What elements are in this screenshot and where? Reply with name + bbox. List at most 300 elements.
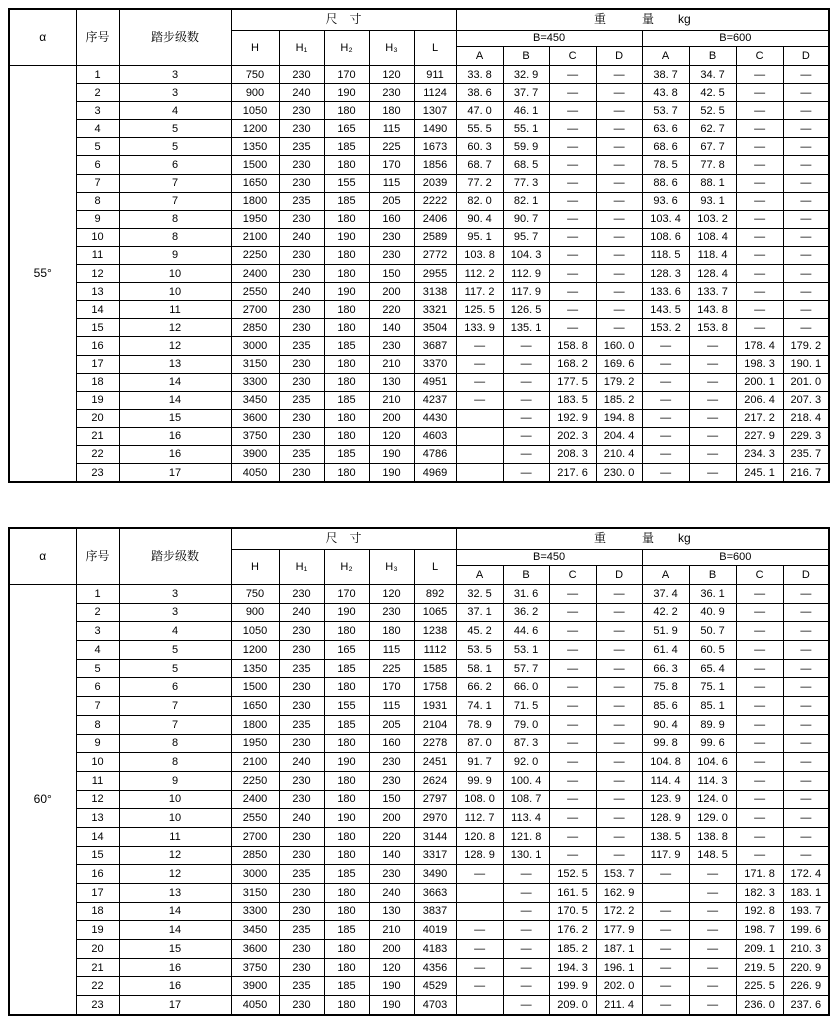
table-row bbox=[9, 156, 829, 174]
cell-b-450: 71. 5 bbox=[503, 697, 549, 716]
cell-index: 2 bbox=[76, 603, 119, 622]
cell-a-450: — bbox=[456, 373, 503, 391]
spec-table-alpha-60 bbox=[8, 527, 830, 1016]
cell-c-450: 161. 5 bbox=[549, 884, 596, 903]
cell-c-450: — bbox=[549, 319, 596, 337]
cell-b-450: 126. 5 bbox=[503, 301, 549, 319]
cell-h2: 185 bbox=[324, 391, 369, 409]
cell-c-600: 225. 5 bbox=[736, 977, 783, 996]
cell-b-450: 113. 4 bbox=[503, 809, 549, 828]
cell-d-450: 169. 6 bbox=[596, 355, 642, 373]
cell-l: 4183 bbox=[414, 940, 456, 959]
cell-a-600: 66. 3 bbox=[642, 659, 689, 678]
cell-h: 2700 bbox=[231, 301, 279, 319]
table-row bbox=[9, 265, 829, 283]
cell-index: 17 bbox=[76, 884, 119, 903]
cell-steps: 10 bbox=[119, 809, 231, 828]
cell-h3: 230 bbox=[369, 337, 414, 355]
table-row bbox=[9, 827, 829, 846]
cell-a-600: — bbox=[642, 977, 689, 996]
cell-h1: 230 bbox=[279, 355, 324, 373]
cell-steps: 5 bbox=[119, 659, 231, 678]
cell-a-450: — bbox=[456, 977, 503, 996]
cell-h: 1800 bbox=[231, 192, 279, 210]
cell-h2: 170 bbox=[324, 585, 369, 604]
cell-d-600: — bbox=[783, 846, 829, 865]
cell-a-450: 82. 0 bbox=[456, 192, 503, 210]
cell-c-600: 171. 8 bbox=[736, 865, 783, 884]
cell-h3: 230 bbox=[369, 246, 414, 264]
cell-a-450: — bbox=[456, 865, 503, 884]
cell-h2: 185 bbox=[324, 337, 369, 355]
header-col-l: L bbox=[414, 550, 456, 585]
cell-h: 2250 bbox=[231, 771, 279, 790]
cell-h3: 190 bbox=[369, 445, 414, 463]
cell-b-600: — bbox=[689, 409, 736, 427]
cell-c-450: — bbox=[549, 622, 596, 641]
cell-b-450: — bbox=[503, 902, 549, 921]
cell-h: 750 bbox=[231, 66, 279, 84]
cell-steps: 10 bbox=[119, 790, 231, 809]
cell-index: 4 bbox=[76, 120, 119, 138]
cell-b-450: — bbox=[503, 373, 549, 391]
cell-h3: 170 bbox=[369, 678, 414, 697]
cell-a-600: — bbox=[642, 355, 689, 373]
cell-d-600: 216. 7 bbox=[783, 464, 829, 483]
table-row bbox=[9, 246, 829, 264]
table-row bbox=[9, 427, 829, 445]
header-steps: 踏步级数 bbox=[119, 528, 231, 585]
cell-a-600: 68. 6 bbox=[642, 138, 689, 156]
cell-c-450: — bbox=[549, 84, 596, 102]
cell-h: 4050 bbox=[231, 996, 279, 1015]
cell-steps: 6 bbox=[119, 678, 231, 697]
cell-h3: 160 bbox=[369, 734, 414, 753]
cell-a-450: 58. 1 bbox=[456, 659, 503, 678]
cell-a-600: 128. 9 bbox=[642, 809, 689, 828]
table-row bbox=[9, 337, 829, 355]
cell-d-450: — bbox=[596, 265, 642, 283]
cell-l: 4237 bbox=[414, 391, 456, 409]
cell-c-600: 227. 9 bbox=[736, 427, 783, 445]
cell-b-450: 31. 6 bbox=[503, 585, 549, 604]
spec-table-alpha-55 bbox=[8, 8, 830, 483]
cell-c-450: — bbox=[549, 846, 596, 865]
cell-index: 13 bbox=[76, 283, 119, 301]
cell-c-600: — bbox=[736, 138, 783, 156]
cell-a-450 bbox=[456, 409, 503, 427]
cell-h2: 180 bbox=[324, 958, 369, 977]
cell-a-450: 103. 8 bbox=[456, 246, 503, 264]
header-col-h: H bbox=[231, 550, 279, 585]
cell-d-450: — bbox=[596, 319, 642, 337]
cell-c-600: — bbox=[736, 84, 783, 102]
cell-a-600: 38. 7 bbox=[642, 66, 689, 84]
header-b600: B=600 bbox=[642, 31, 829, 47]
cell-l: 4603 bbox=[414, 427, 456, 445]
cell-c-450: — bbox=[549, 697, 596, 716]
cell-index: 16 bbox=[76, 337, 119, 355]
cell-h3: 230 bbox=[369, 228, 414, 246]
cell-b-600: — bbox=[689, 865, 736, 884]
cell-h1: 240 bbox=[279, 603, 324, 622]
cell-b-450: 108. 7 bbox=[503, 790, 549, 809]
cell-c-600: — bbox=[736, 809, 783, 828]
cell-h: 3000 bbox=[231, 865, 279, 884]
cell-h2: 185 bbox=[324, 138, 369, 156]
cell-c-600: 182. 3 bbox=[736, 884, 783, 903]
cell-d-450: 179. 2 bbox=[596, 373, 642, 391]
cell-c-450: — bbox=[549, 753, 596, 772]
cell-h: 2400 bbox=[231, 790, 279, 809]
cell-c-600: — bbox=[736, 156, 783, 174]
cell-h2: 180 bbox=[324, 102, 369, 120]
cell-steps: 4 bbox=[119, 102, 231, 120]
cell-c-450: — bbox=[549, 790, 596, 809]
cell-h3: 170 bbox=[369, 156, 414, 174]
cell-a-600: 108. 6 bbox=[642, 228, 689, 246]
table-row bbox=[9, 771, 829, 790]
cell-index: 12 bbox=[76, 790, 119, 809]
cell-a-600: 93. 6 bbox=[642, 192, 689, 210]
cell-b-600: — bbox=[689, 921, 736, 940]
cell-b-600: 133. 7 bbox=[689, 283, 736, 301]
cell-a-600: — bbox=[642, 427, 689, 445]
cell-a-600: 128. 3 bbox=[642, 265, 689, 283]
cell-b-600: 138. 8 bbox=[689, 827, 736, 846]
cell-c-600: 206. 4 bbox=[736, 391, 783, 409]
cell-l: 1307 bbox=[414, 102, 456, 120]
cell-steps: 3 bbox=[119, 66, 231, 84]
cell-l: 2772 bbox=[414, 246, 456, 264]
cell-h: 1500 bbox=[231, 678, 279, 697]
cell-h2: 180 bbox=[324, 464, 369, 483]
cell-d-600: — bbox=[783, 809, 829, 828]
cell-index: 16 bbox=[76, 865, 119, 884]
header-col-b-600: B bbox=[689, 47, 736, 66]
cell-a-600: 123. 9 bbox=[642, 790, 689, 809]
cell-d-450: — bbox=[596, 283, 642, 301]
cell-a-450 bbox=[456, 445, 503, 463]
cell-a-600: — bbox=[642, 409, 689, 427]
cell-d-450: — bbox=[596, 678, 642, 697]
cell-l: 1124 bbox=[414, 84, 456, 102]
cell-d-600: — bbox=[783, 659, 829, 678]
cell-a-450: 78. 9 bbox=[456, 715, 503, 734]
cell-h1: 230 bbox=[279, 827, 324, 846]
cell-d-450: — bbox=[596, 827, 642, 846]
cell-b-600: 114. 3 bbox=[689, 771, 736, 790]
cell-a-600: 99. 8 bbox=[642, 734, 689, 753]
cell-c-600: — bbox=[736, 283, 783, 301]
cell-h: 900 bbox=[231, 84, 279, 102]
cell-steps: 17 bbox=[119, 996, 231, 1015]
cell-c-450: — bbox=[549, 102, 596, 120]
cell-d-450: 202. 0 bbox=[596, 977, 642, 996]
cell-h: 2100 bbox=[231, 753, 279, 772]
cell-a-450: 77. 2 bbox=[456, 174, 503, 192]
cell-l: 4786 bbox=[414, 445, 456, 463]
cell-c-450: 185. 2 bbox=[549, 940, 596, 959]
cell-h1: 235 bbox=[279, 659, 324, 678]
cell-c-600: — bbox=[736, 827, 783, 846]
cell-d-450: — bbox=[596, 771, 642, 790]
cell-a-600: 43. 8 bbox=[642, 84, 689, 102]
cell-steps: 11 bbox=[119, 301, 231, 319]
cell-d-600: — bbox=[783, 138, 829, 156]
cell-c-450: 208. 3 bbox=[549, 445, 596, 463]
cell-h: 2850 bbox=[231, 846, 279, 865]
cell-b-450: 87. 3 bbox=[503, 734, 549, 753]
header-col-c-600: C bbox=[736, 566, 783, 585]
cell-h2: 185 bbox=[324, 445, 369, 463]
cell-c-600: — bbox=[736, 697, 783, 716]
cell-h1: 235 bbox=[279, 715, 324, 734]
cell-steps: 7 bbox=[119, 715, 231, 734]
cell-a-450: 38. 6 bbox=[456, 84, 503, 102]
header-alpha: α bbox=[9, 9, 76, 66]
cell-b-450: — bbox=[503, 940, 549, 959]
cell-c-600: — bbox=[736, 622, 783, 641]
cell-l: 2451 bbox=[414, 753, 456, 772]
header-col-a-600: A bbox=[642, 566, 689, 585]
cell-c-600: — bbox=[736, 734, 783, 753]
cell-l: 2970 bbox=[414, 809, 456, 828]
cell-h3: 150 bbox=[369, 265, 414, 283]
cell-h1: 230 bbox=[279, 641, 324, 660]
cell-l: 2222 bbox=[414, 192, 456, 210]
cell-c-600: 209. 1 bbox=[736, 940, 783, 959]
cell-h2: 190 bbox=[324, 84, 369, 102]
cell-h1: 230 bbox=[279, 464, 324, 483]
cell-b-600: — bbox=[689, 373, 736, 391]
cell-b-450: 95. 7 bbox=[503, 228, 549, 246]
cell-b-450: — bbox=[503, 337, 549, 355]
cell-d-450: 210. 4 bbox=[596, 445, 642, 463]
cell-h3: 225 bbox=[369, 138, 414, 156]
cell-steps: 8 bbox=[119, 734, 231, 753]
cell-a-450: 53. 5 bbox=[456, 641, 503, 660]
cell-index: 19 bbox=[76, 391, 119, 409]
cell-a-450: 120. 8 bbox=[456, 827, 503, 846]
cell-d-600: 201. 0 bbox=[783, 373, 829, 391]
cell-h: 3000 bbox=[231, 337, 279, 355]
cell-h1: 230 bbox=[279, 678, 324, 697]
cell-l: 2955 bbox=[414, 265, 456, 283]
cell-d-600: — bbox=[783, 678, 829, 697]
cell-d-450: 185. 2 bbox=[596, 391, 642, 409]
cell-a-450: 108. 0 bbox=[456, 790, 503, 809]
cell-d-600: — bbox=[783, 771, 829, 790]
cell-steps: 5 bbox=[119, 641, 231, 660]
cell-l: 1065 bbox=[414, 603, 456, 622]
cell-b-600: 88. 1 bbox=[689, 174, 736, 192]
table-row bbox=[9, 174, 829, 192]
cell-a-450: — bbox=[456, 391, 503, 409]
table-row bbox=[9, 977, 829, 996]
cell-index: 11 bbox=[76, 771, 119, 790]
cell-h2: 180 bbox=[324, 902, 369, 921]
cell-b-450: 66. 0 bbox=[503, 678, 549, 697]
cell-a-450: 33. 8 bbox=[456, 66, 503, 84]
cell-l: 1585 bbox=[414, 659, 456, 678]
cell-c-600: — bbox=[736, 603, 783, 622]
cell-h3: 120 bbox=[369, 958, 414, 977]
cell-d-600: — bbox=[783, 603, 829, 622]
cell-d-600: — bbox=[783, 174, 829, 192]
cell-h3: 200 bbox=[369, 809, 414, 828]
cell-steps: 10 bbox=[119, 283, 231, 301]
cell-index: 7 bbox=[76, 697, 119, 716]
cell-steps: 13 bbox=[119, 884, 231, 903]
cell-b-450: 100. 4 bbox=[503, 771, 549, 790]
cell-h3: 240 bbox=[369, 884, 414, 903]
cell-h2: 190 bbox=[324, 228, 369, 246]
cell-b-600: 75. 1 bbox=[689, 678, 736, 697]
cell-c-600: — bbox=[736, 228, 783, 246]
cell-h3: 130 bbox=[369, 902, 414, 921]
cell-a-450: — bbox=[456, 958, 503, 977]
cell-index: 22 bbox=[76, 445, 119, 463]
cell-b-450: 53. 1 bbox=[503, 641, 549, 660]
cell-steps: 16 bbox=[119, 445, 231, 463]
cell-h: 1650 bbox=[231, 174, 279, 192]
cell-h1: 240 bbox=[279, 753, 324, 772]
cell-c-600: 219. 5 bbox=[736, 958, 783, 977]
cell-h1: 230 bbox=[279, 958, 324, 977]
cell-c-450: — bbox=[549, 138, 596, 156]
cell-h1: 230 bbox=[279, 174, 324, 192]
cell-b-600: — bbox=[689, 940, 736, 959]
cell-d-600: — bbox=[783, 827, 829, 846]
cell-a-600: — bbox=[642, 373, 689, 391]
cell-h: 3750 bbox=[231, 427, 279, 445]
header-col-c-600: C bbox=[736, 47, 783, 66]
cell-b-600: — bbox=[689, 337, 736, 355]
cell-b-600: — bbox=[689, 902, 736, 921]
cell-h1: 235 bbox=[279, 391, 324, 409]
header-col-h1: H₁ bbox=[279, 31, 324, 66]
cell-l: 892 bbox=[414, 585, 456, 604]
cell-a-600: — bbox=[642, 940, 689, 959]
cell-l: 2624 bbox=[414, 771, 456, 790]
cell-d-600: — bbox=[783, 102, 829, 120]
cell-d-450: — bbox=[596, 697, 642, 716]
cell-steps: 15 bbox=[119, 940, 231, 959]
cell-l: 3490 bbox=[414, 865, 456, 884]
cell-h: 1050 bbox=[231, 102, 279, 120]
header-col-b-450: B bbox=[503, 47, 549, 66]
cell-d-600: — bbox=[783, 301, 829, 319]
cell-b-600: — bbox=[689, 977, 736, 996]
cell-h3: 120 bbox=[369, 66, 414, 84]
table-row bbox=[9, 734, 829, 753]
cell-steps: 9 bbox=[119, 246, 231, 264]
cell-h: 1800 bbox=[231, 715, 279, 734]
cell-h3: 230 bbox=[369, 84, 414, 102]
cell-a-450: 60. 3 bbox=[456, 138, 503, 156]
cell-b-450: 32. 9 bbox=[503, 66, 549, 84]
cell-h3: 120 bbox=[369, 585, 414, 604]
cell-d-600: — bbox=[783, 734, 829, 753]
header-col-h3: H₃ bbox=[369, 31, 414, 66]
cell-c-600: — bbox=[736, 659, 783, 678]
cell-l: 1856 bbox=[414, 156, 456, 174]
cell-h1: 230 bbox=[279, 373, 324, 391]
cell-h1: 240 bbox=[279, 283, 324, 301]
cell-a-450: 66. 2 bbox=[456, 678, 503, 697]
cell-l: 1490 bbox=[414, 120, 456, 138]
cell-a-450: 95. 1 bbox=[456, 228, 503, 246]
cell-d-600: 179. 2 bbox=[783, 337, 829, 355]
cell-h3: 150 bbox=[369, 790, 414, 809]
cell-c-450: — bbox=[549, 228, 596, 246]
cell-b-450: 104. 3 bbox=[503, 246, 549, 264]
cell-b-450: 59. 9 bbox=[503, 138, 549, 156]
cell-index: 1 bbox=[76, 66, 119, 84]
cell-index: 6 bbox=[76, 678, 119, 697]
cell-d-450: — bbox=[596, 66, 642, 84]
cell-h2: 190 bbox=[324, 283, 369, 301]
cell-h2: 185 bbox=[324, 659, 369, 678]
cell-c-600: — bbox=[736, 715, 783, 734]
cell-h: 750 bbox=[231, 585, 279, 604]
cell-steps: 5 bbox=[119, 120, 231, 138]
cell-c-450: 183. 5 bbox=[549, 391, 596, 409]
header-col-a-450: A bbox=[456, 566, 503, 585]
cell-b-450: — bbox=[503, 409, 549, 427]
header-dimensions: 尺 寸 bbox=[231, 528, 456, 550]
cell-a-600: — bbox=[642, 464, 689, 483]
cell-index: 4 bbox=[76, 641, 119, 660]
cell-a-450 bbox=[456, 902, 503, 921]
cell-a-450 bbox=[456, 996, 503, 1015]
cell-c-450: — bbox=[549, 246, 596, 264]
cell-h3: 120 bbox=[369, 427, 414, 445]
cell-steps: 3 bbox=[119, 585, 231, 604]
cell-d-600: 190. 1 bbox=[783, 355, 829, 373]
cell-a-450: 47. 0 bbox=[456, 102, 503, 120]
cell-d-450: — bbox=[596, 622, 642, 641]
cell-h1: 230 bbox=[279, 265, 324, 283]
cell-b-600: 103. 2 bbox=[689, 210, 736, 228]
cell-h: 1200 bbox=[231, 120, 279, 138]
cell-h2: 170 bbox=[324, 66, 369, 84]
cell-c-600: — bbox=[736, 585, 783, 604]
cell-index: 17 bbox=[76, 355, 119, 373]
table-body-60 bbox=[9, 585, 829, 1015]
cell-steps: 8 bbox=[119, 753, 231, 772]
cell-h2: 185 bbox=[324, 977, 369, 996]
cell-h3: 230 bbox=[369, 753, 414, 772]
cell-b-600: 40. 9 bbox=[689, 603, 736, 622]
table-row bbox=[9, 790, 829, 809]
cell-d-450: 196. 1 bbox=[596, 958, 642, 977]
cell-h1: 230 bbox=[279, 585, 324, 604]
cell-c-450: — bbox=[549, 603, 596, 622]
cell-h2: 180 bbox=[324, 622, 369, 641]
cell-a-600: 138. 5 bbox=[642, 827, 689, 846]
cell-h2: 185 bbox=[324, 921, 369, 940]
cell-steps: 8 bbox=[119, 228, 231, 246]
cell-h1: 230 bbox=[279, 246, 324, 264]
cell-b-450: — bbox=[503, 427, 549, 445]
cell-l: 3144 bbox=[414, 827, 456, 846]
cell-index: 1 bbox=[76, 585, 119, 604]
table-row bbox=[9, 809, 829, 828]
cell-h3: 115 bbox=[369, 120, 414, 138]
table-row bbox=[9, 697, 829, 716]
